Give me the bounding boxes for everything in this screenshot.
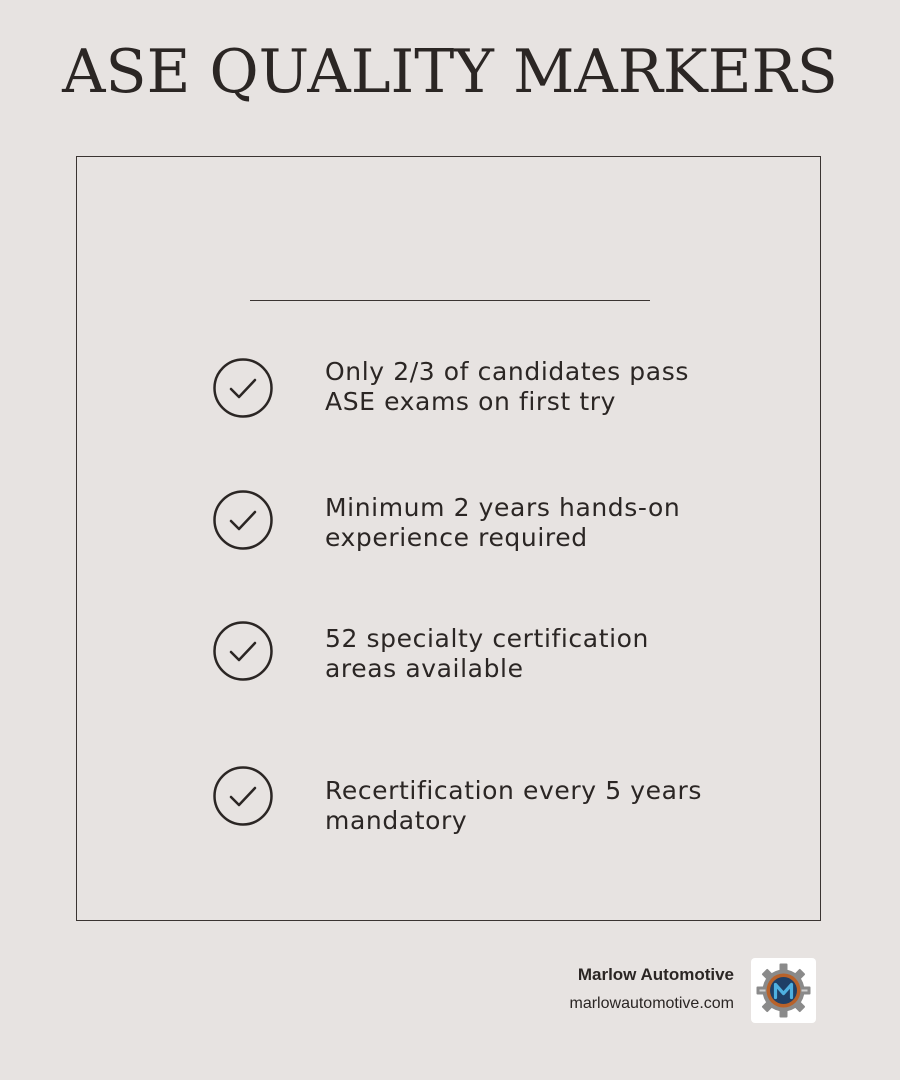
check-circle-icon [212,357,274,419]
marker-text-line: Recertification every 5 years [325,776,703,805]
marker-text [325,493,745,553]
marker-text-line: Minimum 2 years hands-on [325,493,681,522]
marker-text-line: 52 specialty certification [325,624,649,653]
gear-logo-icon [751,958,816,1023]
brand-logo [751,958,816,1023]
marker-text [325,624,745,684]
marker-item [212,620,752,684]
marker-text [325,357,745,417]
marker-text-line: ASE exams on first try [325,387,617,416]
marker-item [212,357,752,421]
page-title: ASE QUALITY MARKERS [62,37,838,107]
marker-item [212,489,752,553]
brand-url[interactable]: marlowautomotive.com [569,995,734,1012]
divider-line [250,300,650,301]
marker-text-line: experience required [325,523,588,552]
check-circle-icon [212,489,274,551]
brand-name: Marlow Automotive [577,965,734,984]
check-circle-icon [212,620,274,682]
check-circle-icon [212,765,274,827]
marker-text-line: mandatory [325,806,468,835]
marker-item [212,765,752,835]
marker-text-line: areas available [325,654,524,683]
marker-text-line: Only 2/3 of candidates pass [325,357,689,386]
marker-text [325,776,745,836]
